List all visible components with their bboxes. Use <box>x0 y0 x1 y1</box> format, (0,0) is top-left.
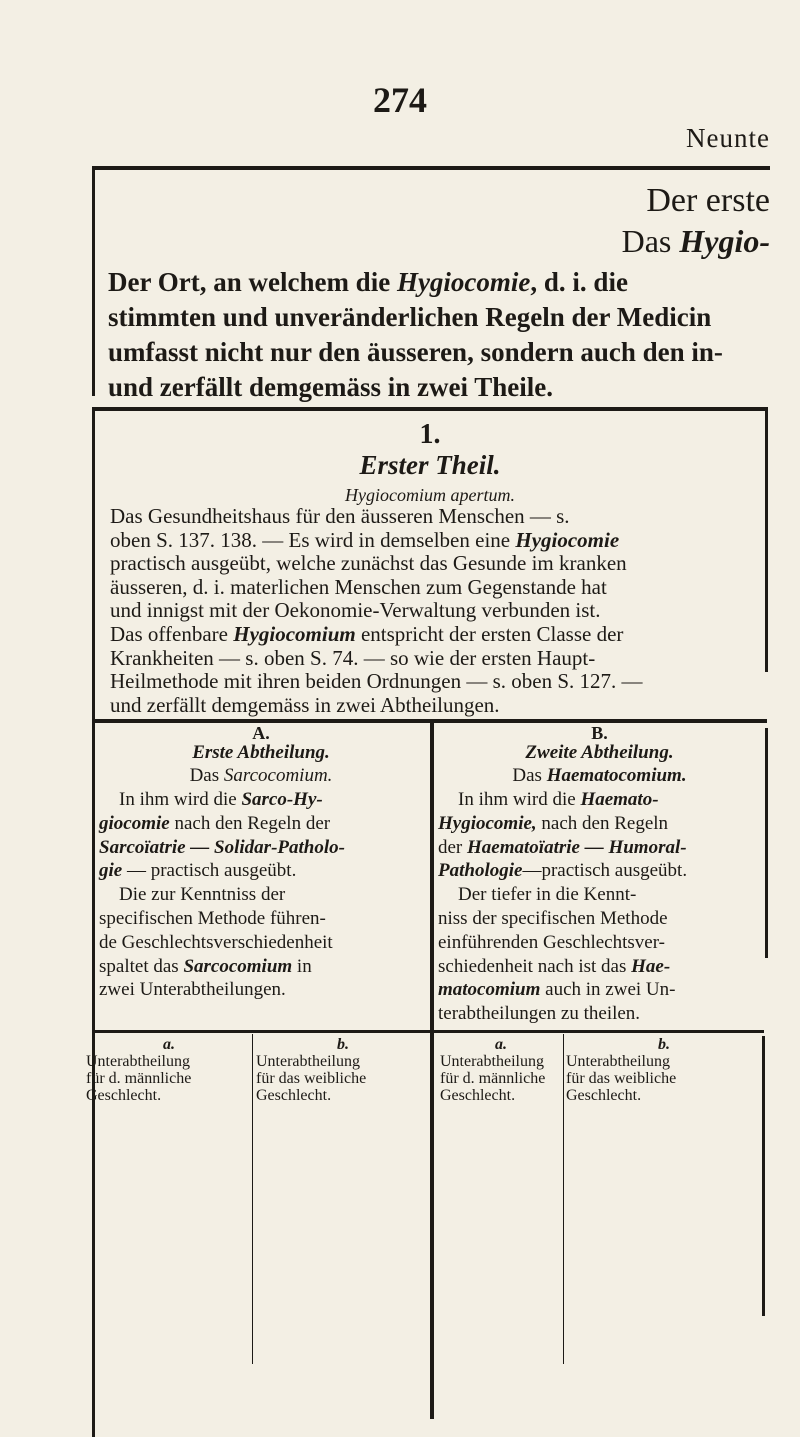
division-b-text <box>438 788 763 1026</box>
subdivision-letter: a. <box>163 1036 175 1053</box>
intro-line: Der Ort, an welchem die Hygiocomie, d. i. die <box>108 267 628 297</box>
part1-line: äusseren, d. i. materlichen Menschen zum Gegenstande hat <box>110 574 607 599</box>
division-b-line: niss der specifischen Methode <box>438 907 668 929</box>
subdivision-line: Unterabtheilung <box>566 1053 670 1070</box>
top-rule <box>92 166 770 170</box>
part1-line: Das Gesundheitshaus für den äusseren Menschen — s. <box>110 504 570 528</box>
part1-text <box>110 505 766 717</box>
part1-subtitle: Hygiocomium apertum. <box>345 485 515 505</box>
division-b-title: Zweite Abtheilung. <box>525 742 674 763</box>
division-a-line: de Geschlechtsverschiedenheit <box>99 931 333 953</box>
subdivision-divider-left <box>252 1034 253 1364</box>
subdivision-b2 <box>566 1036 762 1104</box>
division-a-letter: A. <box>252 723 270 743</box>
division-b-line: matocomium auch in zwei Un- <box>438 979 676 1001</box>
part1-left-rule <box>92 407 95 1437</box>
subdivision-b1 <box>256 1036 430 1104</box>
division-a-line: specifischen Methode führen- <box>99 907 326 929</box>
subdivision-line: für d. männliche <box>86 1070 192 1087</box>
subdivision-line: Unterabtheilung <box>86 1053 190 1070</box>
division-a-line: spaltet das Sarcocomium in <box>99 955 312 977</box>
division-b-name: Das Haematocomium. <box>512 765 687 786</box>
division-a-name: Das Sarcocomium. <box>189 765 333 786</box>
division-a-line: In ihm wird die Sarco-Hy- <box>119 789 323 810</box>
intro-line: stimmten und unveränderlichen Regeln der Medicin <box>108 302 712 332</box>
intro-line: und zerfällt demgemäss in zwei Theile. <box>108 372 553 402</box>
division-b-line: Pathologie—practisch ausgeübt. <box>438 860 688 882</box>
part1-line: Heilmethode mit ihren beiden Ordnungen — s. oben S. 127. — <box>110 669 643 694</box>
part1-number: 1. <box>419 419 441 450</box>
subdivision-line: für das weibliche <box>256 1070 367 1087</box>
subdivision-line: für d. männliche <box>440 1070 546 1087</box>
division-b-line: einführenden Geschlechtsver- <box>438 931 665 953</box>
part1-line: Das offenbare Hygiocomium entspricht der ersten Classe der <box>110 621 624 646</box>
chapter-label: Neunte <box>686 123 770 153</box>
division-a-line: giocomie nach den Regeln der <box>99 812 331 834</box>
subdivision-letter: a. <box>495 1036 507 1053</box>
division-a-text <box>99 788 427 1002</box>
subdivision-line: Geschlecht. <box>566 1087 642 1104</box>
subdivision-line: Geschlecht. <box>256 1087 332 1104</box>
subdivision-a2 <box>440 1036 562 1104</box>
division-b-line: der Haematoïatrie — Humoral- <box>438 836 687 858</box>
division-a-line: gie — practisch ausgeübt. <box>99 860 297 882</box>
heading-hygio <box>400 222 770 262</box>
part1-top-rule <box>92 407 768 411</box>
heading-hygio-italic: Hygio- <box>679 223 770 259</box>
subdivision-divider-right <box>563 1034 564 1364</box>
part1-line: und zerfällt demgemäss in zwei Abtheilungen. <box>110 692 500 717</box>
intro-line: umfasst nicht nur den äusseren, sondern auch den in- <box>108 337 723 367</box>
subdivision-line: Geschlecht. <box>440 1087 516 1104</box>
heading-der-erste: Der erste <box>646 182 770 219</box>
divisions-center-rule <box>430 719 434 1419</box>
subdivision-line: Unterabtheilung <box>440 1053 544 1070</box>
part1-title: Erster Theil. <box>359 450 501 480</box>
part1-line: und innigst mit der Oekonomie-Verwaltung verbunden ist. <box>110 598 601 623</box>
subdivision-line: Unterabtheilung <box>256 1053 360 1070</box>
subdivisions-left-top-rule <box>92 1030 430 1033</box>
subdivision-a1 <box>86 1036 252 1104</box>
division-b-letter: B. <box>591 723 608 743</box>
division-a-title: Erste Abtheilung. <box>192 742 330 763</box>
part1-line: oben S. 137. 138. — Es wird in demselben eine Hygiocomie <box>110 527 620 552</box>
page-number: 274 <box>373 80 427 120</box>
part1-line: practisch ausgeübt, welche zunächst das Gesunde im kranken <box>110 551 627 576</box>
heading-hygio-prefix: Das <box>621 223 680 259</box>
subdivision-line: für das weibliche <box>566 1070 677 1087</box>
subdivision-line: Geschlecht. <box>86 1087 162 1104</box>
subdivisions-right-top-rule <box>434 1030 764 1033</box>
subdivision-letter: b. <box>658 1036 670 1053</box>
subdivision-letter: b. <box>337 1036 349 1053</box>
divisions-right-rule <box>765 728 768 958</box>
division-a-line: zwei Unterabtheilungen. <box>99 979 286 1001</box>
division-b-line: Hygiocomie, nach den Regeln <box>438 812 669 834</box>
part1-line: Krankheiten — s. oben S. 74. — so wie der ersten Haupt- <box>110 645 596 670</box>
division-b-line: Der tiefer in die Kennt- <box>458 884 637 906</box>
intro-paragraph <box>108 265 773 405</box>
division-a-line: Sarcoïatrie — Solidar-Patholo- <box>99 836 345 858</box>
subdivisions-right-edge <box>762 1036 765 1316</box>
division-b-line: In ihm wird die Haemato- <box>458 789 659 810</box>
division-b-line: terabtheilungen zu theilen. <box>438 1003 641 1025</box>
division-a-line: Die zur Kenntniss der <box>119 884 286 906</box>
division-b-line: schiedenheit nach ist das Hae- <box>438 955 671 977</box>
left-bracket <box>92 166 95 396</box>
